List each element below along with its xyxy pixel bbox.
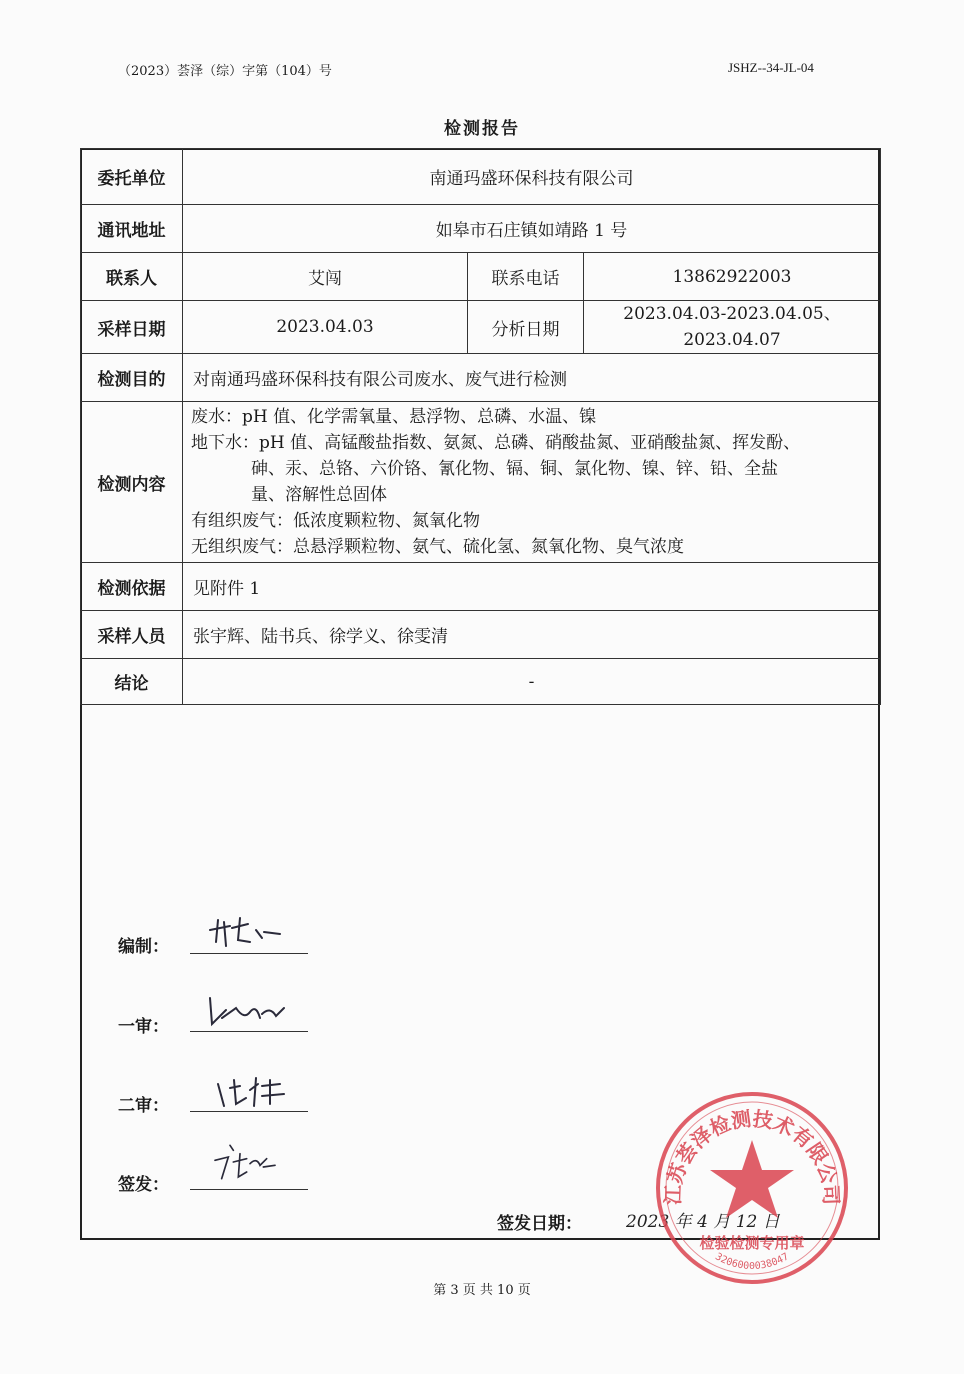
address-value: 如皋市石庄镇如靖路 1 号: [183, 205, 881, 253]
analysis-date-value: [584, 301, 881, 354]
svg-text:3206000038047: 3206000038047: [713, 1251, 791, 1273]
issue-date-value: 2023 年 4 月 12 日: [626, 1212, 780, 1232]
table-row: [81, 563, 881, 611]
phone-label: 联系电话: [468, 253, 584, 301]
table-row: [81, 611, 881, 659]
table-row: [81, 149, 881, 205]
analysis-date-line: 2023.04.07: [683, 330, 781, 350]
purpose-label: 检测目的: [81, 354, 183, 402]
table-row: [81, 301, 881, 354]
address-label: 通讯地址: [81, 205, 183, 253]
table-row: [81, 354, 881, 402]
page-footer: 第 3 页 共 10 页: [433, 1283, 531, 1298]
svg-text:江苏荟泽检测技术有限公司: 江苏荟泽检测技术有限公司: [660, 1106, 844, 1206]
content-line: 无组织废气：总悬浮颗粒物、氨气、硫化氢、氮氧化物、臭气浓度: [191, 537, 684, 557]
review1-label: 一审：: [118, 1017, 169, 1037]
issue-signature: [200, 1142, 300, 1182]
content-line: 废水：pH 值、化学需氧量、悬浮物、总磷、水温、镍: [191, 407, 597, 427]
content-line: 地下水：pH 值、高锰酸盐指数、氨氮、总磷、硝酸盐氮、亚硝酸盐氮、挥发酚、: [191, 433, 801, 453]
review1-line: [190, 1030, 308, 1032]
review2-line: [190, 1110, 308, 1112]
table-row: [81, 253, 881, 301]
sample-date-label: 采样日期: [81, 301, 183, 354]
compile-signature: [200, 912, 300, 952]
official-seal: [652, 1088, 852, 1288]
sample-date-value: 2023.04.03: [183, 301, 468, 354]
sampler-label: 采样人员: [81, 611, 183, 659]
issue-date-label: 签发日期：: [497, 1214, 582, 1234]
analysis-date-label: 分析日期: [468, 301, 584, 354]
contact-label: 联系人: [81, 253, 183, 301]
analysis-date-line: 2023.04.03-2023.04.05、: [623, 304, 841, 324]
content-value: [183, 402, 881, 563]
content-line: 量、溶解性总固体: [251, 485, 387, 505]
basis-label: 检测依据: [81, 563, 183, 611]
client-label: 委托单位: [81, 149, 183, 205]
info-table: [80, 148, 881, 705]
review1-signature: [200, 990, 300, 1030]
issue-line: [190, 1188, 308, 1190]
basis-value: 见附件 1: [183, 563, 881, 611]
review2-label: 二审：: [118, 1096, 169, 1116]
issue-label: 签发：: [118, 1175, 169, 1195]
purpose-value: 对南通玛盛环保科技有限公司废水、废气进行检测: [183, 354, 881, 402]
table-row: [81, 402, 881, 563]
client-value: 南通玛盛环保科技有限公司: [183, 149, 881, 205]
report-number: （2023）荟泽（综）字第（104）号: [118, 64, 332, 79]
phone-value: 13862922003: [584, 253, 881, 301]
content-line: 有组织废气：低浓度颗粒物、氮氧化物: [191, 511, 480, 531]
content-label: 检测内容: [81, 402, 183, 563]
review2-signature: [200, 1070, 300, 1110]
table-row: [81, 205, 881, 253]
conclusion-value: -: [183, 659, 881, 705]
sampler-value: 张宇辉、陆书兵、徐学义、徐雯清: [183, 611, 881, 659]
contact-value: 艾闯: [183, 253, 468, 301]
table-row: [81, 659, 881, 705]
svg-text:检验检测专用章: 检验检测专用章: [699, 1234, 805, 1252]
page-title: 检测报告: [444, 119, 520, 139]
conclusion-label: 结论: [81, 659, 183, 705]
compile-label: 编制：: [118, 937, 169, 957]
form-code: JSHZ--34-JL-04: [728, 60, 814, 75]
compile-line: [190, 952, 308, 954]
content-line: 砷、汞、总铬、六价铬、氰化物、镉、铜、氯化物、镍、锌、铅、全盐: [251, 459, 778, 479]
